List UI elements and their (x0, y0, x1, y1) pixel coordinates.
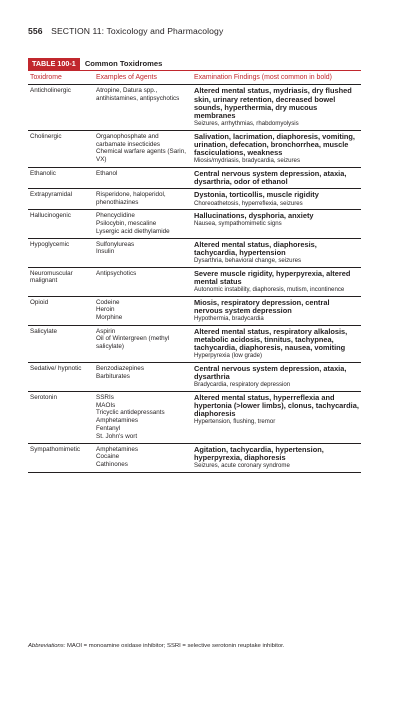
findings-bold: Agitation, tachycardia, hypertension, hyperpyrexia, diaphoresis (194, 444, 324, 462)
toxidrome-table (28, 58, 361, 473)
agent-item: Aspirin (96, 327, 116, 335)
toxidrome-name: Hallucinogenic (30, 212, 71, 220)
agent-item: Morphine (96, 314, 123, 322)
agent-item: SSRIs (96, 393, 114, 401)
findings-other: Dysarthria, behavioral change, seizures (194, 257, 302, 265)
agent-item: Cathinones (96, 461, 128, 469)
agent-item: Chemical warfare agents (Sarin, VX) (96, 148, 186, 164)
table-row (28, 325, 361, 362)
agent-item: Lysergic acid diethylamide (96, 227, 170, 235)
page-number: 556 (28, 26, 43, 36)
agent-item: Phencyclidine (96, 212, 135, 220)
agent-item: Ethanol (96, 170, 118, 178)
agents-cell (94, 85, 192, 130)
toxidrome-name: Sympathomimetic (30, 445, 81, 453)
findings-bold: Central nervous system depression, ataxia, dysarthria (194, 363, 347, 382)
toxidrome-cell (28, 130, 94, 167)
table-title: Common Toxidromes (84, 59, 163, 68)
findings-cell (192, 210, 361, 238)
toxidrome-name: Hypoglycemic (30, 240, 70, 248)
toxidrome-name: Salicylate (30, 327, 57, 335)
table-header-row (28, 71, 361, 85)
agents-cell (94, 362, 192, 391)
agent-item: MAOIs (96, 401, 116, 409)
abbreviations-label: Abbreviations: (28, 643, 66, 649)
agents-cell (94, 210, 192, 238)
findings-cell (192, 362, 361, 391)
agent-item: Tricyclic antidepressants (96, 409, 165, 417)
toxidrome-name: Neuromuscular malignant (30, 269, 73, 285)
toxidrome-name: Opioid (30, 298, 49, 306)
findings-other: Nausea, sympathomimetic signs (194, 220, 282, 228)
table-row (28, 267, 361, 296)
findings-cell (192, 238, 361, 267)
findings-bold: Altered mental status, hyperreflexia and hypertonia (>lower limbs), clonus, tachycardia, diaphoresis (194, 392, 359, 419)
findings-bold: Hallucinations, dysphoria, anxiety (194, 211, 314, 221)
table-row (28, 130, 361, 167)
toxidrome-cell (28, 325, 94, 362)
agent-item: Atropine, Datura spp., antihistamines, antipsychotics (96, 87, 180, 103)
toxidrome-name: Anticholinergic (30, 87, 71, 95)
toxidrome-cell (28, 85, 94, 130)
agent-item: Barbiturates (96, 372, 130, 380)
agent-item: Risperidone, haloperidol, phenothiazines (96, 191, 166, 207)
toxidrome-name: Sedative/ hypnotic (30, 364, 82, 372)
agent-item: St. John's wort (96, 432, 138, 440)
table-row (28, 85, 361, 130)
page-header (28, 26, 223, 36)
findings-bold: Altered mental status, diaphoresis, tachycardia, hypertension (194, 239, 317, 257)
findings-bold: Central nervous system depression, ataxia, dysarthria, odor of ethanol (194, 169, 347, 187)
toxidrome-cell (28, 362, 94, 391)
findings-bold: Miosis, respiratory depression, central nervous system depression (194, 297, 330, 315)
table-caption (28, 58, 361, 71)
column-header-findings: Examination Findings (most common in bold) (192, 71, 361, 85)
toxidrome-cell (28, 267, 94, 296)
findings-other: Miosis/mydriasis, bradycardia, seizures (194, 157, 300, 165)
findings-bold: Altered mental status, respiratory alkalosis, metabolic acidosis, tinnitus, tachypnea, tachycardia, diaphoresis, nausea, vomiting (194, 326, 348, 353)
agent-item: Benzodiazepines (96, 364, 144, 372)
findings-other: Seizures, arrhythmias, rhabdomyolysis (194, 120, 299, 128)
abbreviations-footnote (28, 643, 361, 650)
agents-cell (94, 189, 192, 210)
table-row (28, 168, 361, 189)
findings-cell (192, 189, 361, 210)
table-row (28, 443, 361, 472)
findings-other: Hyperpyrexia (low grade) (194, 352, 263, 360)
agent-item: Antipsychotics (96, 269, 137, 277)
agent-item: Heroin (96, 306, 115, 314)
toxidrome-name: Extrapyramidal (30, 191, 72, 199)
toxidrome-cell (28, 391, 94, 443)
findings-other: Bradycardia, respiratory depression (194, 381, 291, 389)
toxidrome-cell (28, 238, 94, 267)
toxidrome-name: Serotonin (30, 393, 57, 401)
findings-cell (192, 325, 361, 362)
column-header-toxidrome: Toxidrome (28, 71, 94, 85)
table-row (28, 210, 361, 238)
table-row (28, 391, 361, 443)
section-title: SECTION 11: Toxicology and Pharmacology (51, 26, 224, 36)
toxidrome-cell (28, 296, 94, 325)
findings-bold: Salivation, lacrimation, diaphoresis, vomiting, urination, defecation, bronchorrhea, muscle fasciculations, weakness (194, 131, 355, 158)
agent-item: Psilocybin, mescaline (96, 220, 157, 228)
table-row (28, 189, 361, 210)
findings-cell (192, 443, 361, 472)
toxidrome-cell (28, 189, 94, 210)
findings-bold: Severe muscle rigidity, hyperpyrexia, altered mental status (194, 268, 351, 286)
agents-cell (94, 267, 192, 296)
table-row (28, 362, 361, 391)
findings-other: Hypertension, flushing, tremor (194, 418, 276, 426)
table-body (28, 71, 361, 473)
findings-bold: Altered mental status, mydriasis, dry flushed skin, urinary retention, decreased bowel sounds, hyperthermia, dry mucous membranes (194, 86, 352, 121)
agents-cell (94, 168, 192, 189)
findings-other: Autonomic instability, diaphoresis, mutism, incontinence (194, 286, 345, 294)
toxidrome-name: Ethanolic (30, 170, 56, 178)
findings-cell (192, 296, 361, 325)
toxidrome-cell (28, 210, 94, 238)
agent-item: Amphetamines (96, 445, 138, 453)
table-label: TABLE 100-1 (28, 58, 80, 70)
agents-cell (94, 238, 192, 267)
findings-other: Seizures, acute coronary syndrome (194, 462, 290, 469)
table-row (28, 296, 361, 325)
findings-cell (192, 130, 361, 167)
agent-item: Fentanyl (96, 425, 121, 432)
findings-other: Choreoathetosis, hyperreflexia, seizures (194, 199, 303, 207)
findings-cell (192, 391, 361, 443)
toxidrome-cell (28, 443, 94, 472)
findings-cell (192, 168, 361, 189)
agent-item: Oil of Wintergreen (methyl salicylate) (96, 335, 170, 351)
findings-cell (192, 267, 361, 296)
findings-bold: Dystonia, torticollis, muscle rigidity (194, 190, 319, 200)
agent-item: Organophosphate and carbamate insecticides (96, 132, 161, 148)
table-row (28, 238, 361, 267)
findings-cell (192, 85, 361, 130)
agents-cell (94, 130, 192, 167)
agent-item: Amphetamines (96, 417, 138, 425)
toxidrome-cell (28, 168, 94, 189)
agents-cell (94, 325, 192, 362)
column-header-agents: Examples of Agents (94, 71, 192, 85)
agents-cell (94, 391, 192, 443)
agents-cell (94, 443, 192, 472)
agent-item: Codeine (96, 298, 120, 306)
findings-other: Hypothermia, bradycardia (194, 315, 264, 323)
agents-cell (94, 296, 192, 325)
toxidrome-name: Cholinergic (30, 132, 62, 140)
agent-item: Cocaine (96, 453, 120, 461)
agent-item: Sulfonylureas (96, 240, 135, 248)
abbreviations-text: MAOI = monoamine oxidase inhibitor; SSRI = selective serotonin reuptake inhibitor. (66, 643, 285, 649)
agent-item: Insulin (96, 248, 115, 256)
